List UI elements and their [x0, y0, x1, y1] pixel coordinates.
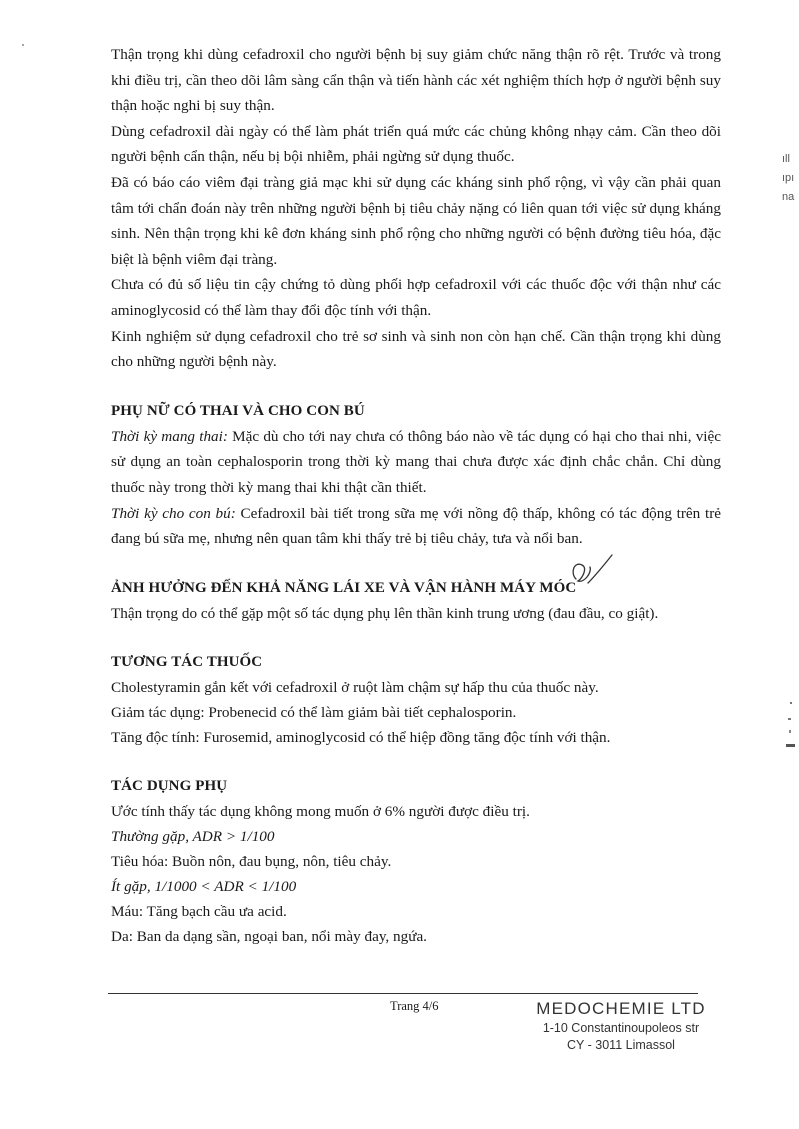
frequency-label: Ít gặp, 1/1000 < ADR < 1/100: [111, 878, 297, 896]
interaction-line: Cholestyramin gắn kết với cefadroxil ở ruột làm chậm sự hấp thu của thuốc này.: [111, 679, 599, 697]
margin-fragment-line: na: [782, 191, 795, 203]
section-heading: ẢNH HƯỞNG ĐẾN KHẢ NĂNG LÁI XE VÀ VẬN HÀNH MÁY MÓC: [111, 579, 577, 596]
side-effect-line: Tiêu hóa: Buồn nôn, đau bụng, nôn, tiêu chảy.: [111, 853, 392, 871]
precautions-section: [111, 42, 721, 375]
pregnancy-label: Thời kỳ mang thai:: [111, 427, 228, 445]
precaution-paragraph: Dùng cefadroxil dài ngày có thể làm phát triển quá mức các chủng không nhạy cảm. Cần theo dõi người bệnh cẩn thận, nếu bị bội nhiễm, phải ngừng sử dụng thuốc.: [111, 122, 721, 166]
precaution-paragraph: Kinh nghiệm sử dụng cefadroxil cho trẻ sơ sinh và sinh non còn hạn chế. Cần thận trọng khi dùng cho những người bệnh này.: [111, 327, 721, 371]
signature-mark: [566, 553, 616, 593]
scan-speck: [22, 44, 24, 46]
footer-divider: [108, 993, 698, 994]
scan-speck: [784, 700, 796, 760]
section-heading: PHỤ NỮ CÓ THAI VÀ CHO CON BÚ: [111, 402, 365, 419]
side-effect-line: Máu: Tăng bạch cầu ưa acid.: [111, 903, 287, 921]
driving-paragraph: Thận trọng do có thể gặp một số tác dụng phụ lên thần kinh trung ương (đau đầu, co giật).: [111, 604, 659, 622]
margin-fragment-line: ıll: [782, 153, 790, 165]
document-body: [111, 42, 721, 949]
pregnancy-paragraph: [111, 424, 721, 501]
company-stamp: [536, 998, 706, 1054]
page-number: Trang 4/6: [390, 999, 439, 1013]
side-effects-intro: Ước tính thấy tác dụng không mong muốn ở 6% người được điều trị.: [111, 803, 530, 821]
precaution-paragraph: Chưa có đủ số liệu tin cậy chứng tỏ dùng phối hợp cefadroxil với các thuốc độc với thận như các aminoglycosid có thể làm thay đổi độc tính với thận.: [111, 276, 721, 319]
margin-fragment: [782, 150, 799, 207]
frequency-label: Thường gặp, ADR > 1/100: [111, 828, 275, 846]
interaction-line: Tăng độc tính: Furosemid, aminoglycosid có thể hiệp đồng tăng độc tính với thận.: [111, 729, 611, 747]
margin-fragment-line: ıpı: [782, 172, 795, 184]
lactation-label: Thời kỳ cho con bú:: [111, 504, 236, 522]
section-heading: TÁC DỤNG PHỤ: [111, 778, 228, 795]
driving-section: [111, 576, 721, 627]
lactation-text: Cefadroxil bài tiết trong sữa mẹ với nồng độ thấp, không có tác động trên trẻ đang bú sữa mẹ, nhưng nên quan tâm khi thấy trẻ bị tiêu chảy, tưa và nổi ban.: [111, 504, 721, 548]
company-name: MEDOCHEMIE LTD: [536, 999, 706, 1018]
company-address-line: CY - 3011 Limassol: [567, 1038, 675, 1052]
interaction-line: Giảm tác dụng: Probenecid có thể làm giảm bài tiết cephalosporin.: [111, 704, 517, 722]
interactions-section: [111, 650, 721, 750]
lactation-paragraph: [111, 501, 721, 552]
company-address-line: 1-10 Constantinoupoleos str: [542, 1021, 700, 1035]
pregnancy-section: [111, 399, 721, 552]
side-effects-section: [111, 774, 721, 949]
pregnancy-text: Mặc dù cho tới nay chưa có thông báo nào về tác dụng có hại cho thai nhi, việc sử dụng an toàn cephalosporin trong thời kỳ mang thai chưa được xác định chắc chắn. Chỉ dùng thuốc này trong thời kỳ mang thai khi thật cần thiết.: [111, 427, 721, 496]
section-heading: TƯƠNG TÁC THUỐC: [111, 654, 263, 671]
precaution-paragraph: Đã có báo cáo viêm đại tràng giả mạc khi sử dụng các kháng sinh phổ rộng, vì vậy cần phải quan tâm tới chẩn đoán này trên những người bệnh bị tiêu chảy nặng có liên quan tới việc sử dụng kháng sinh. Nên thận trọng khi kê đơn kháng sinh phổ rộng cho những người có bệnh đường tiêu hóa, đặc biệt là bệnh viêm đại tràng.: [111, 173, 721, 268]
precaution-paragraph: Thận trọng khi dùng cefadroxil cho người bệnh bị suy giảm chức năng thận rõ rệt. Trước và trong khi điều trị, cần theo dõi lâm sàng cẩn thận và tiến hành các xét nghiệm thích hợp ở người bệnh suy thận hoặc nghi bị suy thận.: [111, 46, 721, 115]
side-effect-line: Da: Ban da dạng sần, ngoại ban, nổi mày đay, ngứa.: [111, 928, 427, 946]
